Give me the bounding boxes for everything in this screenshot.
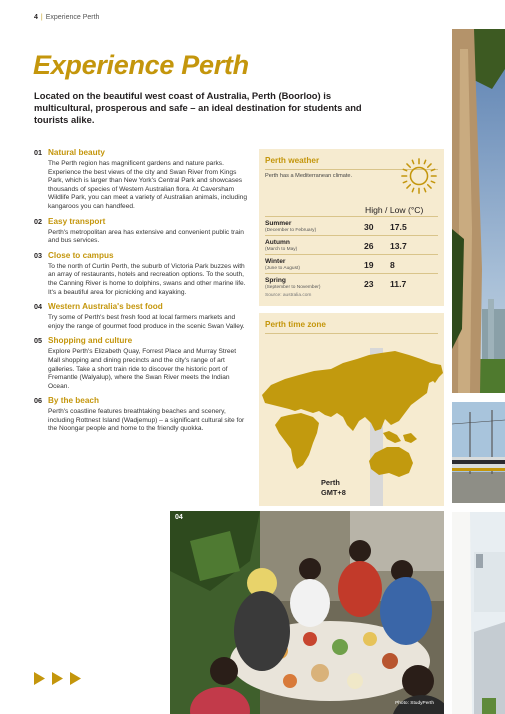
feature-heading [34,301,249,312]
timezone-offset: GMT+8 [321,487,346,497]
header-section: Experience Perth [45,14,100,21]
weather-low: 8 [390,260,395,270]
page-title: Experience Perth [33,50,249,80]
feature-list [34,147,249,438]
weather-description: Perth has a Mediterranean climate. [265,173,353,179]
weather-low: 17.5 [390,222,407,232]
feature-title: Shopping and culture [48,336,133,346]
map-landmass [262,351,443,477]
weather-season: Winter [265,258,286,265]
weather-months: (June to August) [265,266,300,271]
weather-months: (September to November) [265,285,321,290]
feature-heading [34,335,249,346]
feature-title: Western Australia's best food [48,302,163,312]
feature-body: The Perth region has magnificent gardens and nature parks. Experience the best views of the city and Swan River from Kings Park, which is larger than New York's Central Park and showcases thousands of species of Western Australian flora. At Caversham Wildlife Park, you can meet a variety of Australian animals, including kangaroos you can handfeed. [48,160,248,210]
feature-body: To the north of Curtin Perth, the suburb of Victoria Park buzzes with an array of restaurants, hotels and recreation options. To the south, the Canning River is home to dolphins, swans and other marine life. It's a beautiful area for picnicking and kayaking. [48,262,246,296]
feature-heading [34,216,249,227]
feature-item [34,216,249,246]
weather-high: 26 [364,241,374,251]
world-map [259,313,444,506]
photo-park [452,29,505,393]
photo-credit: Photo: StudyPerth [395,701,434,706]
header-separator: | [40,14,43,21]
feature-title: By the beach [48,396,99,406]
weather-title: Perth weather [265,156,320,165]
feature-item [34,301,249,331]
feature-body: Explore Perth's Elizabeth Quay, Forrest Place and Murray Street Mall shopping and dining precincts and the city's range of art galleries. Take a short train ride to discover the historic port of Fremantle (Walyalup), where the Swan River meets the Indian Ocean. [48,348,237,390]
timezone-title: Perth time zone [265,320,326,329]
feature-number: 03 [34,250,42,260]
weather-season: Spring [265,277,286,284]
feature-number: 01 [34,148,42,157]
timezone-city: Perth [321,478,340,487]
timezone-label [321,478,346,497]
weather-high: 19 [364,260,374,270]
weather-season: Autumn [265,239,290,246]
feature-item [34,395,249,434]
feature-item [34,335,249,391]
weather-high: 30 [364,222,374,232]
feature-number: 04 [34,302,42,312]
photo-dining [170,511,444,714]
feature-number: 06 [34,396,42,406]
weather-column-header: High / Low (°C) [365,205,424,215]
sun-icon [400,157,438,195]
feature-item [34,250,249,297]
feature-number: 05 [34,336,42,346]
page-number: 4 [34,14,38,21]
weather-panel [259,149,444,306]
feature-item [34,147,249,212]
photo-train [452,402,505,503]
feature-number: 02 [34,216,42,226]
weather-low: 13.7 [390,241,407,251]
feature-title: Close to campus [48,250,114,260]
feature-body: Perth's coastline features breathtaking beaches and scenery, including Rottnest Island (Wadjemup) – a significant cultural site for the Noongar people and home to the friendly quokka. [48,408,245,433]
timezone-panel [259,313,444,506]
weather-high: 23 [364,279,374,289]
intro-text: Located on the beautiful west coast of Australia, Perth (Boorloo) is multicultural, prosperous and safe – an ideal destination for students and tourists alike. [34,90,362,126]
feature-title: Natural beauty [48,148,105,157]
feature-body: Try some of Perth's best fresh food at local farmers markets and enjoy the range of gourmet food produce in the scenic Swan Valley. [48,314,245,330]
weather-source: Source: australia.com [265,293,312,298]
weather-row [265,235,438,256]
weather-low: 11.7 [390,279,407,289]
weather-season: Summer [265,220,292,227]
photo-coast [452,512,505,714]
weather-row [265,273,438,294]
feature-body: Perth's metropolitan area has extensive and convenient public train and bus services. [48,228,244,245]
page-header [34,14,99,21]
feature-title: Easy transport [48,216,106,226]
weather-row [265,254,438,275]
photo-tag: 04 [175,514,183,521]
feature-heading [34,250,249,261]
next-arrows-icon [34,672,86,685]
feature-heading [34,147,249,158]
feature-heading [34,395,249,406]
weather-row [265,216,438,237]
weather-months: (December to February) [265,228,317,233]
weather-months: (March to May) [265,247,298,252]
